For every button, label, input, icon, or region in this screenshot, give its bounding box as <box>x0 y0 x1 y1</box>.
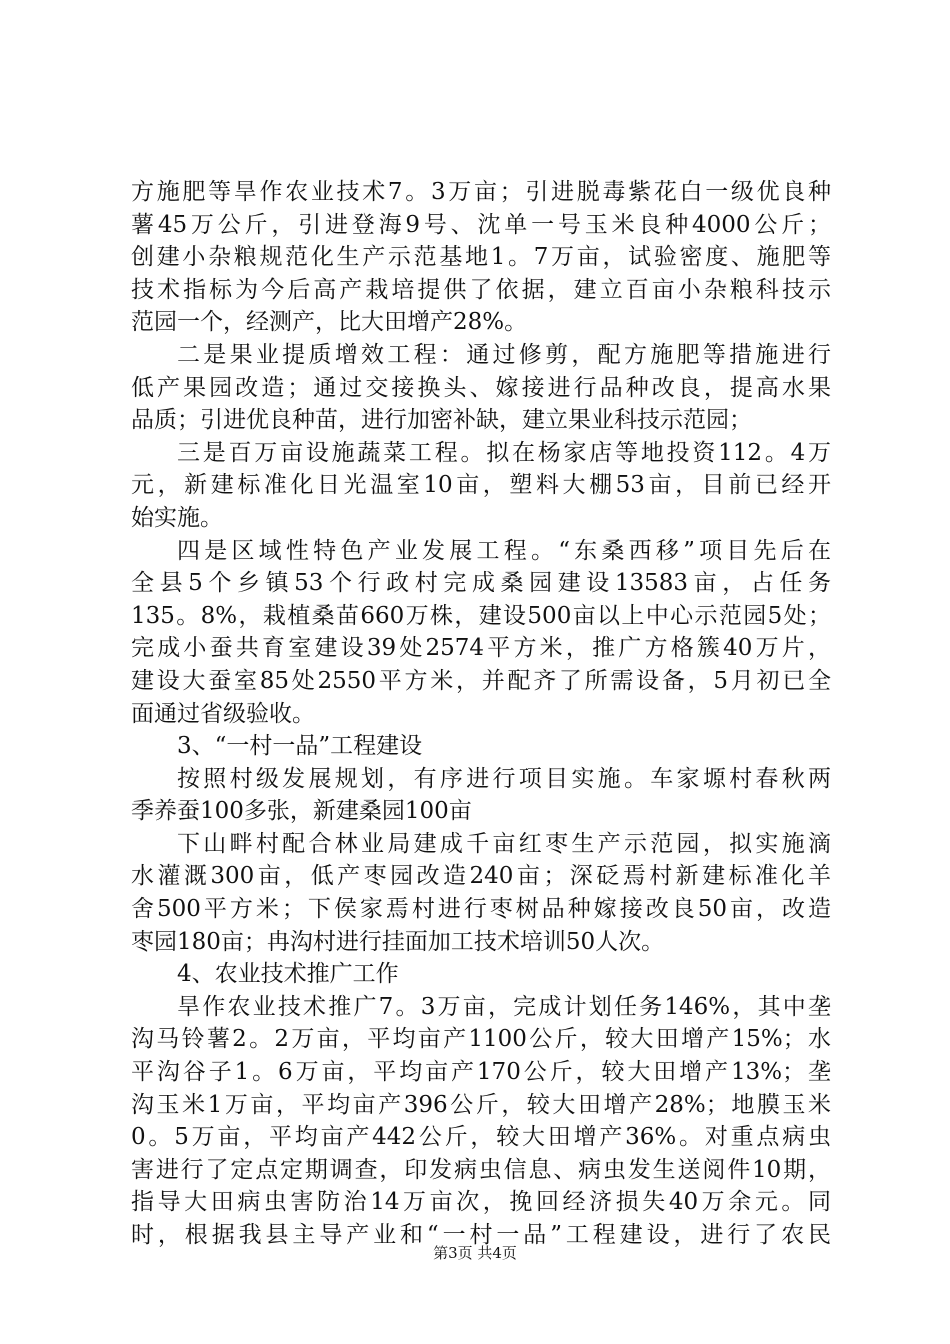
text-line: 品质；引进优良种苗，进行加密补缺，建立果业科技示范园； <box>131 407 752 434</box>
text-line: 建设大蚕室85处2550平方米，并配齐了所需设备，5月初已全 <box>131 667 831 694</box>
text-line: 薯45万公斤，引进登海9号、沈单一号玉米良种4000公斤； <box>131 211 831 238</box>
text-line: 水灌溉300亩，低产枣园改造240亩；深砭焉村新建标准化羊 <box>131 863 831 890</box>
text-line: 时，根据我县主导产业和“一村一品”工程建设，进行了农民 <box>131 1222 831 1248</box>
text-line: 元，新建标准化日光温室10亩，塑料大棚53亩，目前已经开 <box>131 472 831 499</box>
text-line: 完成小蚕共育室建设39处2574平方米，推广方格簇40万片， <box>131 635 831 662</box>
text-line: 指导大田病虫害防治14万亩次，挽回经济损失40万余元。同 <box>131 1189 831 1216</box>
text-line: 沟马铃薯2。2万亩，平均亩产1100公斤，较大田增产15%；水 <box>131 1026 831 1053</box>
text-line: 二是果业提质增效工程：通过修剪，配方施肥等措施进行 <box>177 341 831 368</box>
text-line: 舍500平方米；下侯家焉村进行枣树品种嫁接改良50亩，改造 <box>131 896 831 923</box>
text-line: 下山畔村配合林业局建成千亩红枣生产示范园，拟实施滴 <box>177 830 831 857</box>
section-heading: 4、农业技术推广工作 <box>177 961 399 988</box>
text-line: 季养蚕100多张，新建桑园100亩 <box>131 798 472 825</box>
text-line: 沟玉米1万亩，平均亩产396公斤，较大田增产28%；地膜玉米 <box>131 1091 831 1118</box>
body-text <box>131 176 831 1252</box>
text-line: 三是百万亩设施蔬菜工程。拟在杨家店等地投资112。4万 <box>177 439 831 466</box>
page-number-footer: 第3页 共4页 <box>433 1244 517 1262</box>
text-line: 按照村级发展规划，有序进行项目实施。车家塬村春秋两 <box>177 765 831 792</box>
text-line: 方施肥等旱作农业技术7。3万亩；引进脱毒紫花白一级优良种 <box>131 179 831 205</box>
text-line: 135。8%，栽植桑苗660万株，建设500亩以上中心示范园5处； <box>131 602 831 629</box>
text-line: 害进行了定点定期调查，印发病虫信息、病虫发生送阅件10期， <box>131 1156 831 1183</box>
text-line: 枣园180亩；冉沟村进行挂面加工技术培训50人次。 <box>131 928 665 955</box>
text-line: 创建小杂粮规范化生产示范基地1。7万亩，试验密度、施肥等 <box>131 244 831 271</box>
text-line: 面通过省级验收。 <box>131 700 315 727</box>
text-line: 低产果园改造；通过交接换头、嫁接进行品种改良，提高水果 <box>131 374 831 401</box>
text-line: 技术指标为今后高产栽培提供了依据，建立百亩小杂粮科技示 <box>131 276 831 303</box>
section-heading: 3、“一村一品”工程建设 <box>177 733 423 760</box>
text-line: 范园一个，经测产，比大田增产28%。 <box>131 309 528 336</box>
text-line: 旱作农业技术推广7。3万亩，完成计划任务146%，其中垄 <box>177 993 831 1020</box>
text-line: 全县5个乡镇53个行政村完成桑园建设13583亩，占任务 <box>131 570 831 597</box>
text-line: 始实施。 <box>131 504 223 531</box>
text-line: 平沟谷子1。6万亩，平均亩产170公斤，较大田增产13%；垄 <box>131 1059 831 1086</box>
text-line: 0。5万亩，平均亩产442公斤，较大田增产36%。对重点病虫 <box>131 1124 831 1151</box>
text-line: 四是区域性特色产业发展工程。“东桑西移”项目先后在 <box>177 537 831 564</box>
